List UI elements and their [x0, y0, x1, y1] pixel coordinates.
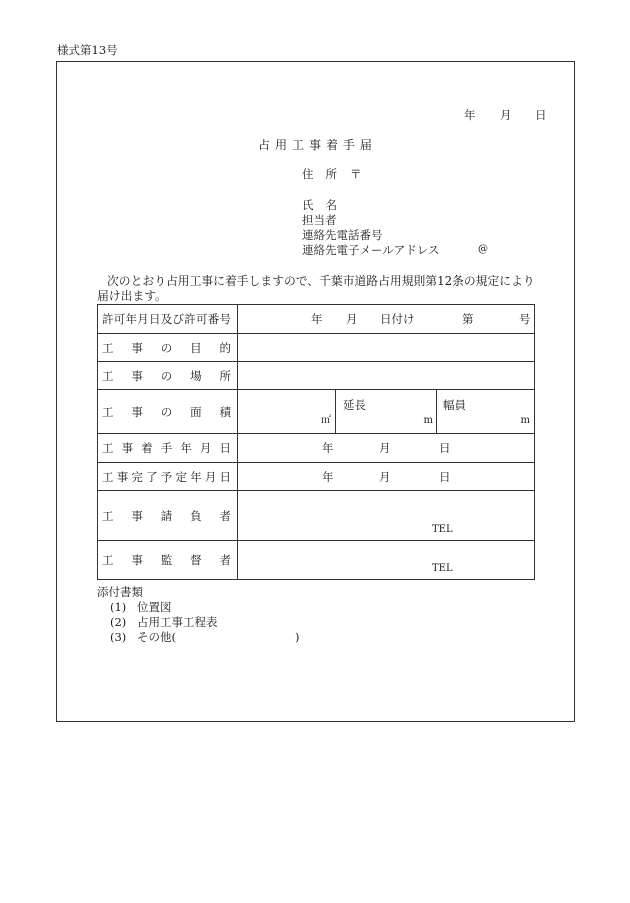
label-char: 名 — [325, 198, 337, 212]
label-char: 面 — [190, 404, 202, 419]
label-char: 工 — [102, 469, 114, 484]
label-char: 氏 — [302, 198, 314, 212]
label-char: 年 — [180, 441, 192, 455]
start-date-label — [102, 441, 231, 455]
table-row-purpose — [98, 333, 534, 361]
completion-date-label-cell — [98, 463, 238, 490]
table-row-area — [98, 389, 534, 433]
date-day-label: 日 — [535, 108, 547, 122]
label-char: 許 — [102, 312, 114, 326]
label-char: 工 — [102, 508, 114, 523]
attachment-1-text: 位置図 — [137, 600, 172, 614]
label-char: 号 — [219, 312, 231, 326]
permit-number-suffix: 号 — [519, 312, 531, 326]
area-subcells — [238, 390, 534, 433]
attachment-3-paren-open: ( — [171, 630, 176, 644]
area-size-cell — [238, 390, 336, 433]
postal-mark: 〒 — [350, 167, 362, 181]
area-unit: ㎡ — [321, 415, 331, 426]
label-char: 着 — [141, 441, 153, 455]
completion-date-label — [102, 470, 231, 484]
date-year-label: 年 — [464, 108, 476, 122]
start-date-label-cell — [98, 434, 238, 462]
label-char: 住 — [302, 167, 314, 181]
location-label-cell — [98, 362, 238, 389]
label-char: 予 — [160, 469, 173, 484]
attachment-3-text: その他 — [137, 630, 172, 644]
contractor-tel-label: TEL — [432, 524, 453, 535]
label-char: 目 — [190, 340, 202, 355]
label-char: 積 — [219, 404, 231, 419]
completion-month-label: 月 — [379, 469, 391, 484]
permit-label-cell — [98, 305, 238, 333]
label-char: の — [160, 340, 173, 355]
start-month-label: 月 — [379, 441, 391, 455]
label-char: 占 — [258, 138, 271, 152]
label-char: 工 — [102, 441, 114, 455]
attachment-2-number: (2) — [110, 615, 127, 629]
label-char: 工 — [291, 138, 304, 152]
supervisor-value-cell — [238, 541, 534, 579]
start-year-label: 年 — [322, 441, 334, 455]
label-char: 所 — [325, 167, 337, 181]
table-row-permit — [98, 305, 534, 333]
supervisor-tel-label: TEL — [432, 563, 453, 574]
location-value-cell — [238, 362, 534, 389]
label-char: 年 — [125, 312, 137, 326]
label-char: 月 — [199, 441, 212, 455]
label-char: 手 — [342, 138, 355, 152]
completion-year-label: 年 — [322, 469, 334, 484]
statement-line-2: 届け出ます。 — [97, 289, 167, 303]
label-char: 事 — [131, 404, 143, 419]
permit-label — [102, 312, 231, 326]
label-char: 工 — [102, 553, 114, 567]
label-char: 年 — [190, 469, 202, 484]
permit-year-label: 年 — [311, 312, 323, 326]
permit-month-label: 月 — [346, 312, 358, 326]
permit-number-prefix: 第 — [462, 312, 474, 326]
table-row-contractor — [98, 490, 534, 540]
label-char: 事 — [131, 508, 143, 523]
start-date-value-cell — [238, 434, 534, 462]
purpose-label — [102, 341, 231, 355]
label-char: 事 — [308, 138, 321, 152]
label-char: 督 — [190, 553, 202, 567]
supervisor-label-cell — [98, 541, 238, 579]
area-value-cell — [238, 390, 534, 433]
completion-date-value-cell — [238, 463, 534, 490]
label-char: 所 — [219, 368, 231, 383]
contractor-label-cell — [98, 491, 238, 540]
label-char: 監 — [160, 553, 173, 567]
label-char: 用 — [274, 138, 287, 152]
width-unit: m — [520, 415, 530, 426]
attachment-3-item — [137, 630, 176, 644]
label-char: び — [172, 312, 184, 326]
width-label: 幅員 — [443, 398, 466, 412]
label-char: 番 — [207, 312, 220, 326]
permit-day-suffix: 日付け — [380, 312, 415, 326]
attachment-3-paren-close: ) — [295, 630, 300, 644]
label-char: 手 — [160, 441, 173, 455]
label-char: 月 — [204, 469, 217, 484]
form-title — [258, 138, 372, 152]
label-char: 定 — [175, 469, 187, 484]
label-char: 場 — [190, 368, 202, 383]
width-cell — [437, 390, 534, 433]
label-char: 事 — [131, 340, 143, 355]
attachment-3-number: (3) — [110, 630, 127, 644]
contractor-label — [102, 509, 231, 523]
name-label — [302, 198, 337, 212]
label-char: 了 — [146, 469, 158, 484]
table-row-location — [98, 361, 534, 389]
label-char: 事 — [131, 368, 143, 383]
label-char: 事 — [131, 553, 143, 567]
purpose-value-cell — [238, 334, 534, 361]
table-row-supervisor — [98, 540, 534, 579]
email-at-sign: @ — [478, 244, 488, 255]
statement-line-1: 次のとおり占用工事に着手しますので、千葉市道路占用規則第12条の規定により — [107, 274, 535, 288]
label-char: 許 — [184, 312, 196, 326]
label-char: 工 — [102, 404, 114, 419]
completion-day-label: 日 — [439, 469, 451, 484]
label-char: 完 — [131, 469, 143, 484]
start-day-label: 日 — [439, 441, 451, 455]
purpose-label-cell — [98, 334, 238, 361]
length-cell — [336, 390, 437, 433]
label-char: 工 — [102, 340, 114, 355]
contractor-value-cell — [238, 491, 534, 540]
label-char: 者 — [219, 553, 231, 567]
label-char: 届 — [359, 138, 372, 152]
work-details-table — [97, 304, 535, 580]
contact-person-label: 担当者 — [302, 213, 337, 227]
label-char: 月 — [137, 312, 149, 326]
permit-value-cell — [238, 305, 534, 333]
label-char: 可 — [113, 312, 126, 326]
label-char: の — [160, 368, 173, 383]
supervisor-label — [102, 553, 231, 567]
phone-label: 連絡先電話番号 — [302, 228, 383, 242]
area-label — [102, 405, 231, 419]
table-row-completion-date — [98, 462, 534, 490]
label-char: 及 — [160, 312, 173, 326]
area-label-cell — [98, 390, 238, 433]
length-label: 延長 — [343, 398, 366, 412]
label-char: 着 — [325, 138, 338, 152]
email-label: 連絡先電子メールアドレス — [302, 243, 440, 257]
form-number: 様式第13号 — [57, 43, 118, 57]
label-char: 負 — [190, 508, 202, 523]
label-char: 的 — [219, 340, 231, 355]
label-char: 事 — [121, 441, 134, 455]
label-char: 事 — [116, 469, 129, 484]
label-char: 者 — [219, 508, 231, 523]
address-label — [302, 167, 337, 181]
label-char: 日 — [219, 469, 231, 484]
form-frame — [56, 61, 575, 722]
label-char: 可 — [196, 312, 208, 326]
attachment-1-number: (1) — [110, 600, 127, 614]
table-row-start-date — [98, 433, 534, 462]
label-char: 請 — [160, 508, 173, 523]
label-char: の — [160, 404, 173, 419]
attachment-2-text: 占用工事工程表 — [137, 615, 218, 629]
date-month-label: 月 — [500, 108, 512, 122]
attachments-heading: 添付書類 — [97, 585, 143, 599]
location-label — [102, 369, 231, 383]
length-unit: m — [423, 415, 433, 426]
label-char: 日 — [149, 312, 161, 326]
label-char: 工 — [102, 368, 114, 383]
label-char: 日 — [219, 441, 231, 455]
